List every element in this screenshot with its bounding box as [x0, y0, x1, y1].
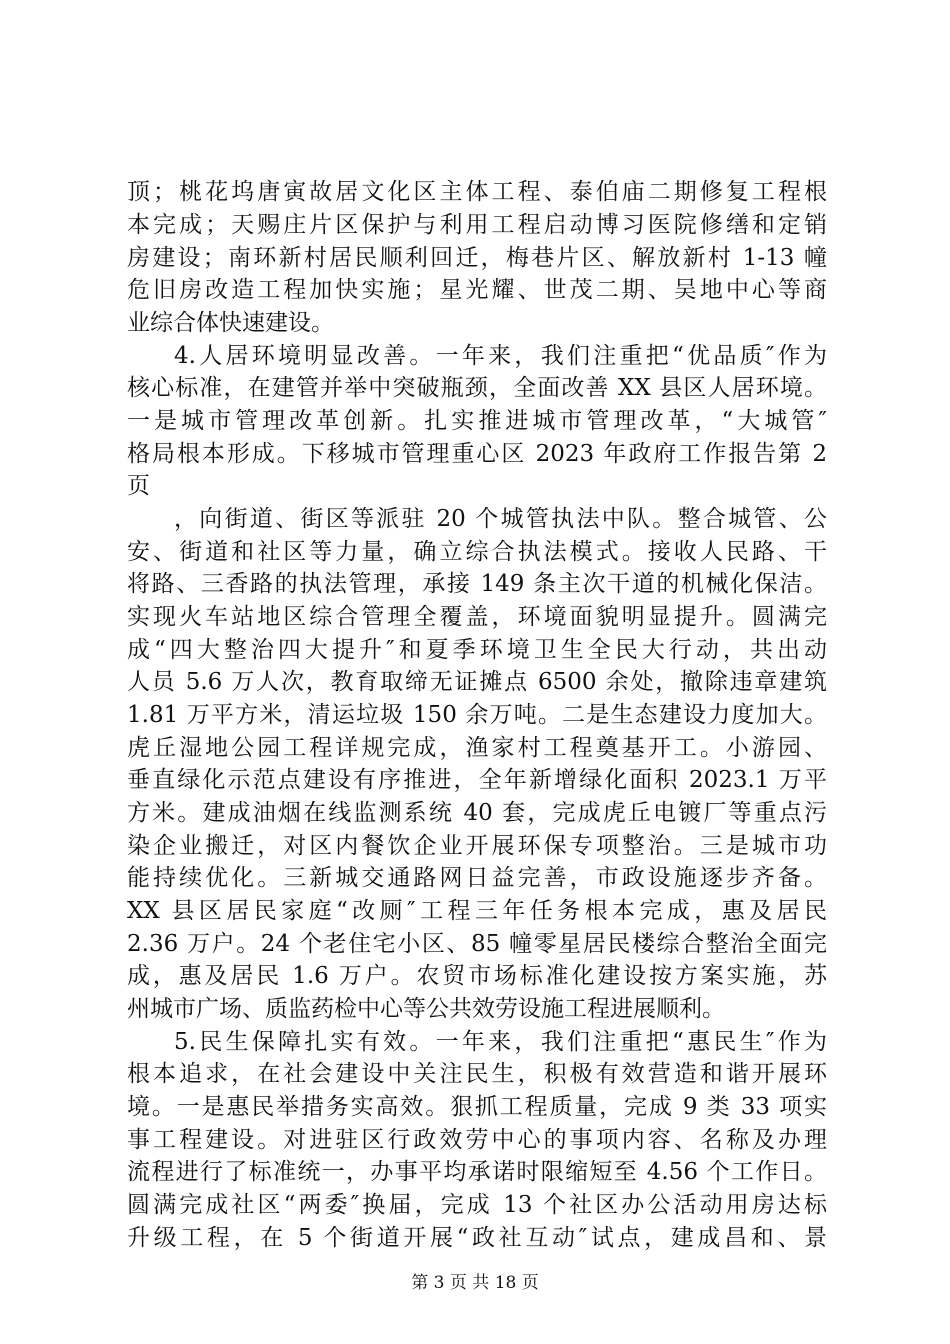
text-line: 州城市广场、质监药检中心等公共效劳设施工程进展顺利。	[127, 996, 725, 1022]
text-line: 顶；桃花坞唐寅故居文化区主体工程、泰伯庙二期修复工程根	[127, 179, 827, 205]
text-line: 格局根本形成。下移城市管理重心区 2023 年政府工作报告第 2	[127, 441, 827, 467]
text-line: 业综合体快速建设。	[127, 310, 334, 336]
page-footer: 第 3 页 共 18 页	[411, 1273, 539, 1293]
text-line: 垂直绿化示范点建设有序推进，全年新增绿化面积 2023.1 万平	[127, 767, 827, 793]
text-line: 核心标准，在建管并举中突破瓶颈，全面改善 XX 县区人居环境。	[127, 375, 827, 401]
text-line: 方米。建成油烟在线监测系统 40 套，完成虎丘电镀厂等重点污	[127, 800, 827, 826]
text-line: 房建设；南环新村居民顺利回迁，梅巷片区、解放新村 1-13 幢	[127, 245, 827, 271]
text-line: ，向街道、街区等派驻 20 个城管执法中队。整合城管、公	[174, 506, 827, 532]
text-line: 一是城市管理改革创新。扎实推进城市管理改革，“大城管″	[127, 408, 827, 434]
text-line: 成，惠及居民 1.6 万户。农贸市场标准化建设按方案实施，苏	[127, 963, 827, 989]
text-line: 成“四大整治四大提升″和夏季环境卫生全民大行动，共出动	[127, 637, 827, 663]
text-line: 4.人居环境明显改善。一年来，我们注重把“优品质″作为	[174, 343, 827, 369]
text-line: 能持续优化。三新城交通路网日益完善，市政设施逐步齐备。	[127, 865, 827, 891]
text-line: 升级工程，在 5 个街道开展“政社互动″试点，建成昌和、景	[127, 1225, 827, 1251]
text-line: 安、街道和社区等力量，确立综合执法模式。接收人民路、干	[127, 539, 827, 565]
text-line: 页	[127, 473, 150, 499]
text-line: 圆满完成社区“两委″换届，完成 13 个社区办公活动用房达标	[127, 1192, 827, 1218]
text-line: 将路、三香路的执法管理，承接 149 条主次干道的机械化保洁。	[127, 571, 827, 597]
text-line: 根本追求，在社会建设中关注民生，积极有效营造和谐开展环	[127, 1061, 827, 1087]
text-line: XX 县区居民家庭“改厕″工程三年任务根本完成，惠及居民	[127, 898, 827, 924]
text-line: 流程进行了标准统一，办事平均承诺时限缩短至 4.56 个工作日。	[127, 1159, 827, 1185]
text-line: 危旧房改造工程加快实施；星光耀、世茂二期、吴地中心等商	[127, 277, 827, 303]
text-line: 5.民生保障扎实有效。一年来，我们注重把“惠民生″作为	[174, 1029, 827, 1055]
text-line: 事工程建设。对进驻区行政效劳中心的事项内容、名称及办理	[127, 1127, 827, 1153]
text-line: 实现火车站地区综合管理全覆盖，环境面貌明显提升。圆满完	[127, 604, 827, 630]
text-line: 1.81 万平方米，清运垃圾 150 余万吨。二是生态建设力度加大。	[127, 702, 827, 728]
text-line: 人员 5.6 万人次，教育取缔无证摊点 6500 余处，撤除违章建筑	[127, 669, 827, 695]
text-line: 虎丘湿地公园工程详规完成，渔家村工程奠基开工。小游园、	[127, 735, 827, 761]
text-line: 染企业搬迁，对区内餐饮企业开展环保专项整治。三是城市功	[127, 833, 827, 859]
text-line: 境。一是惠民举措务实高效。狠抓工程质量，完成 9 类 33 项实	[127, 1094, 827, 1120]
text-line: 2.36 万户。24 个老住宅小区、85 幢零星居民楼综合整治全面完	[127, 931, 827, 957]
text-line: 本完成；天赐庄片区保护与利用工程启动博习医院修缮和定销	[127, 212, 827, 238]
